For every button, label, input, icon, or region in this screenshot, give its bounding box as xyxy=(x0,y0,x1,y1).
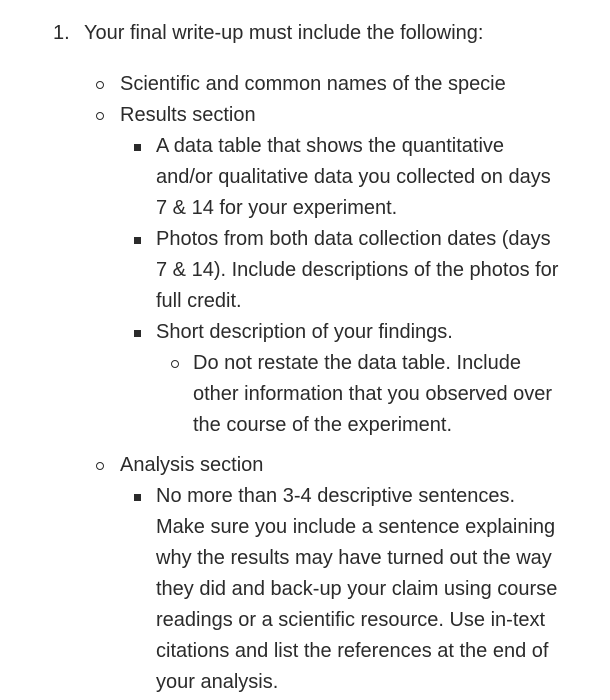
results-section-heading: Results section xyxy=(120,104,256,126)
analysis-line: your analysis. xyxy=(156,671,279,693)
square-bullet-icon xyxy=(134,237,141,244)
square-bullet-icon xyxy=(134,144,141,151)
data-table-item-cont xyxy=(0,162,610,193)
analysis-item-cont xyxy=(0,543,610,574)
photos-item-cont xyxy=(0,286,610,317)
square-bullet-icon xyxy=(134,330,141,337)
analysis-item-cont xyxy=(0,605,610,636)
analysis-line: why the results may have turned out the way xyxy=(156,547,552,569)
findings-sub-item-cont xyxy=(0,379,610,410)
analysis-line: they did and back-up your claim using course xyxy=(156,578,558,600)
analysis-line: citations and list the references at the end of xyxy=(156,640,549,662)
data-table-item xyxy=(0,131,610,162)
hollow-circle-bullet-icon xyxy=(96,462,104,470)
names-item xyxy=(0,69,610,100)
item-1-number: 1. xyxy=(53,22,70,44)
photos-line: full credit. xyxy=(156,290,242,312)
photos-line: Photos from both data collection dates (days xyxy=(156,228,551,250)
data-table-line: and/or qualitative data you collected on days xyxy=(156,166,551,188)
analysis-line: readings or a scientific resource. Use in-text xyxy=(156,609,546,631)
data-table-item-cont xyxy=(0,193,610,224)
names-item-text: Scientific and common names of the specie xyxy=(120,73,506,95)
data-table-line: A data table that shows the quantitative xyxy=(156,135,505,157)
analysis-item-cont xyxy=(0,667,610,698)
data-table-line: 7 & 14 for your experiment. xyxy=(156,197,398,219)
hollow-circle-bullet-icon xyxy=(96,81,104,89)
photos-line: 7 & 14). Include descriptions of the photos for xyxy=(156,259,559,281)
analysis-item xyxy=(0,481,610,512)
findings-sub-item xyxy=(0,348,610,379)
findings-text: Short description of your findings. xyxy=(156,321,453,343)
instructions-document xyxy=(0,18,610,698)
analysis-section-heading: Analysis section xyxy=(120,454,264,476)
item-1 xyxy=(0,18,610,49)
photos-item-cont xyxy=(0,255,610,286)
analysis-item-cont xyxy=(0,574,610,605)
hollow-circle-bullet-icon xyxy=(96,112,104,120)
photos-item xyxy=(0,224,610,255)
analysis-item-cont xyxy=(0,512,610,543)
hollow-circle-bullet-icon xyxy=(171,360,179,368)
analysis-line: Make sure you include a sentence explaining xyxy=(156,516,556,538)
findings-sub-line: other information that you observed over xyxy=(193,383,553,405)
analysis-section-item xyxy=(0,450,610,481)
item-1-text: Your final write-up must include the following: xyxy=(84,22,484,44)
findings-sub-line: Do not restate the data table. Include xyxy=(193,352,521,374)
findings-item xyxy=(0,317,610,348)
square-bullet-icon xyxy=(134,494,141,501)
results-section-item xyxy=(0,100,610,131)
analysis-line: No more than 3-4 descriptive sentences. xyxy=(156,485,516,507)
analysis-item-cont xyxy=(0,636,610,667)
findings-sub-item-cont xyxy=(0,410,610,441)
findings-sub-line: the course of the experiment. xyxy=(193,414,453,436)
